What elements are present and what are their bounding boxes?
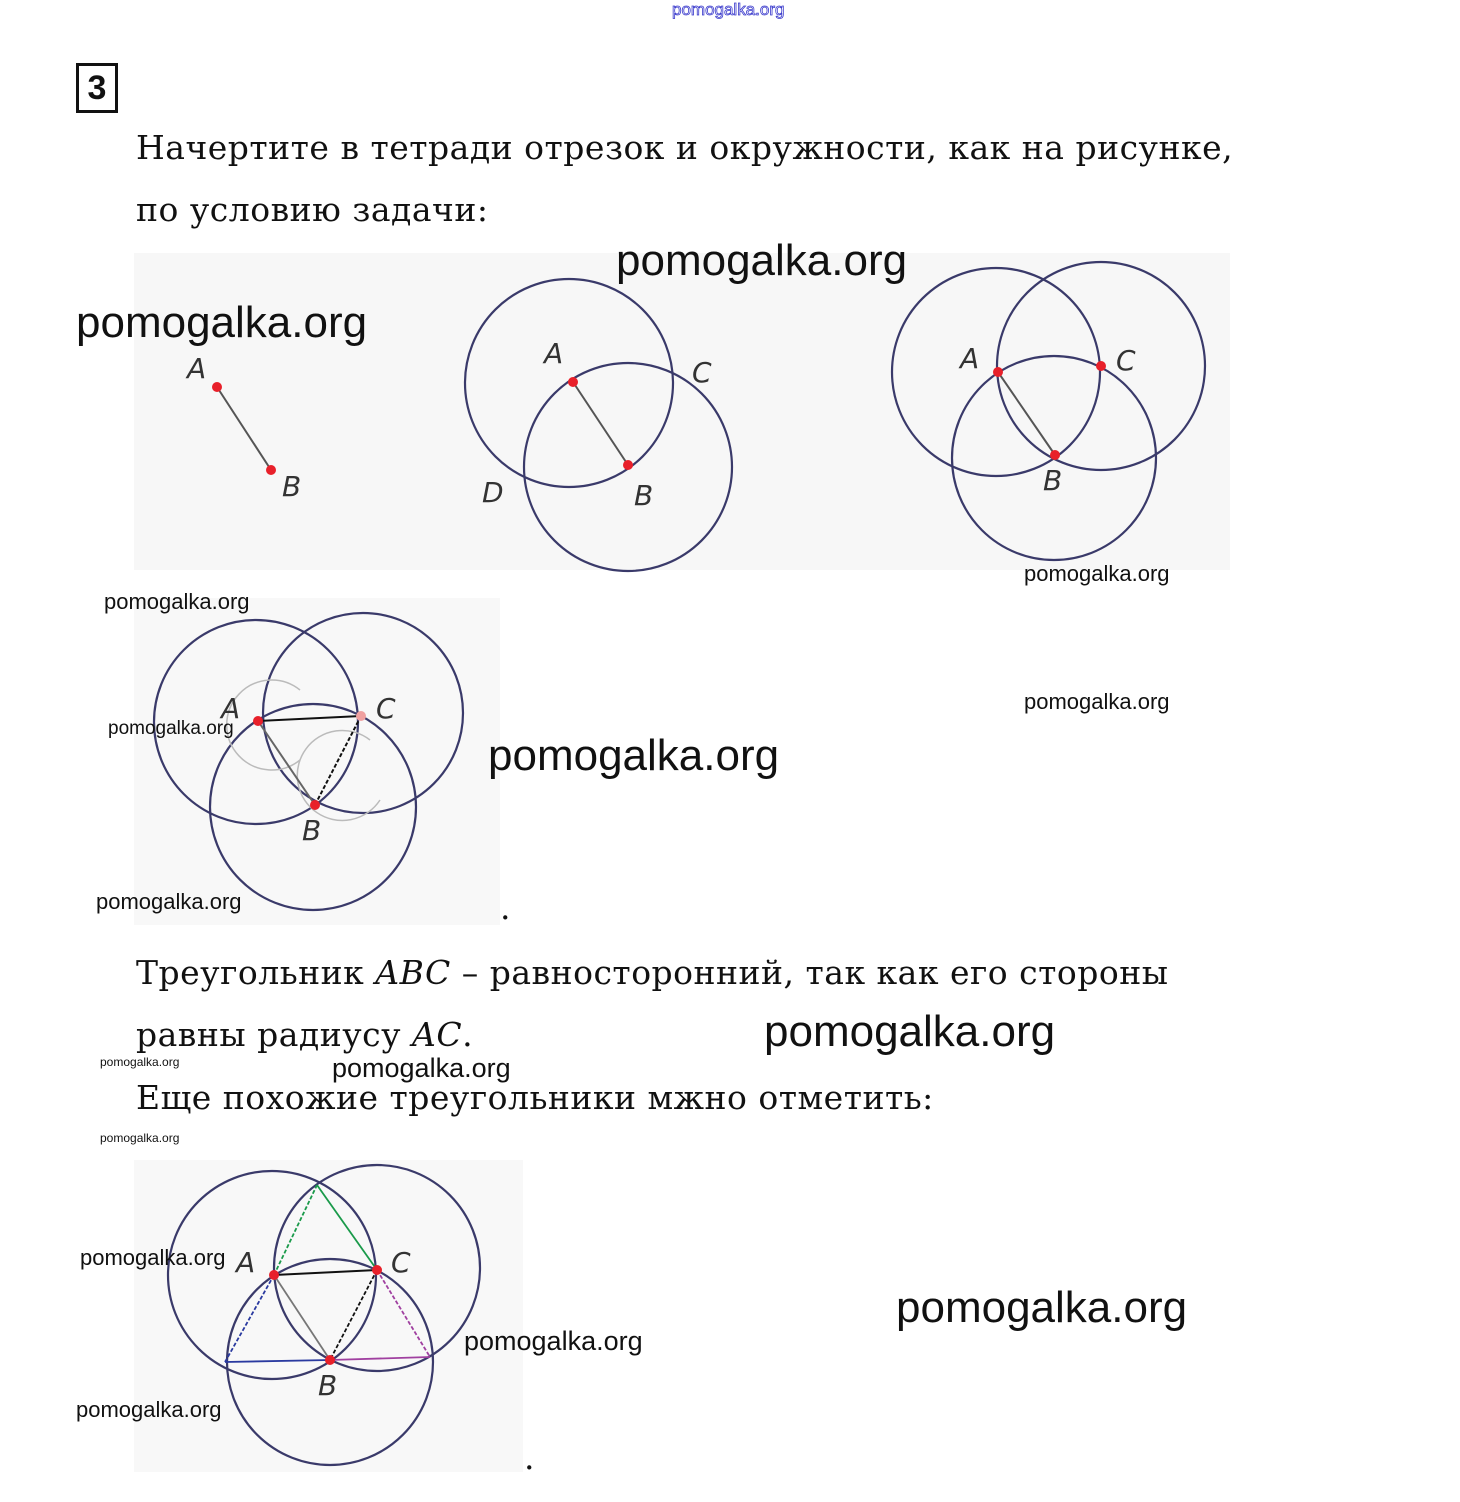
math-abc: ABC xyxy=(375,953,451,992)
label-a: A xyxy=(236,1246,256,1279)
label-c: C xyxy=(376,692,396,725)
point-b xyxy=(623,460,633,470)
watermark: pomogalka.org xyxy=(896,1283,1188,1332)
watermark: pomogalka.org xyxy=(464,1326,643,1356)
watermark: pomogalka.org xyxy=(80,1245,226,1270)
watermark: pomogalka.org xyxy=(1024,561,1170,586)
watermark: pomogalka.org xyxy=(764,1007,1056,1056)
trailing-dot: . xyxy=(500,888,511,927)
point-b xyxy=(310,800,320,810)
label-b: B xyxy=(282,470,302,503)
label-a: A xyxy=(960,342,980,375)
watermark: pomogalka.org xyxy=(1024,689,1170,714)
label-d: D xyxy=(482,476,504,509)
watermark: pomogalka.org xyxy=(488,731,780,780)
point-a xyxy=(568,377,578,387)
label-c: C xyxy=(692,356,712,389)
text: равны радиусу xyxy=(136,1015,413,1054)
watermark: pomogalka.org xyxy=(100,1131,180,1145)
text: Треугольник xyxy=(136,953,376,992)
figure-3 xyxy=(0,1150,560,1490)
text: . xyxy=(462,1015,474,1054)
figure-2-background xyxy=(134,598,500,925)
math-ac: AC xyxy=(412,1015,463,1054)
label-a: A xyxy=(187,352,207,385)
point-a xyxy=(269,1270,279,1280)
watermark: pomogalka.org xyxy=(76,298,368,347)
intro-line-2: по условию задачи: xyxy=(136,190,489,229)
point-c xyxy=(356,711,366,721)
label-b: B xyxy=(634,479,654,512)
watermark: pomogalka.org xyxy=(76,1397,222,1422)
watermark: pomogalka.org xyxy=(108,718,234,739)
label-b: B xyxy=(318,1369,338,1402)
point-a xyxy=(993,367,1003,377)
point-a xyxy=(212,382,222,392)
text: – равносторонний, так как его стороны xyxy=(450,953,1169,992)
point-b xyxy=(325,1355,335,1365)
point-c xyxy=(1096,361,1106,371)
label-a: A xyxy=(221,692,241,725)
intro-line-1: Начертите в тетради отрезок и окружности, как на рисунке, xyxy=(136,128,1234,167)
point-a xyxy=(253,716,263,726)
watermark: pomogalka.org xyxy=(100,1055,180,1069)
label-a: A xyxy=(544,337,564,370)
label-c: C xyxy=(1116,344,1136,377)
point-c xyxy=(372,1265,382,1275)
conclusion-line-1 xyxy=(136,953,1169,992)
point-b xyxy=(266,465,276,475)
watermark: pomogalka.org xyxy=(616,236,908,285)
watermark: pomogalka.org xyxy=(332,1053,511,1083)
trailing-dot: . xyxy=(524,1438,535,1477)
conclusion-line-2 xyxy=(136,1015,473,1054)
label-b: B xyxy=(302,814,322,847)
figure-2 xyxy=(0,590,560,940)
task-number: 3 xyxy=(76,63,118,113)
more-triangles-text: Еще похожие треугольники мжно отметить: xyxy=(136,1078,934,1117)
label-c: C xyxy=(391,1246,411,1279)
point-b xyxy=(1050,450,1060,460)
watermark: pomogalka.org xyxy=(96,889,242,914)
watermark: pomogalka.org xyxy=(104,589,250,614)
label-b: B xyxy=(1043,464,1063,497)
header-watermark: pomogalka.org xyxy=(672,0,785,19)
